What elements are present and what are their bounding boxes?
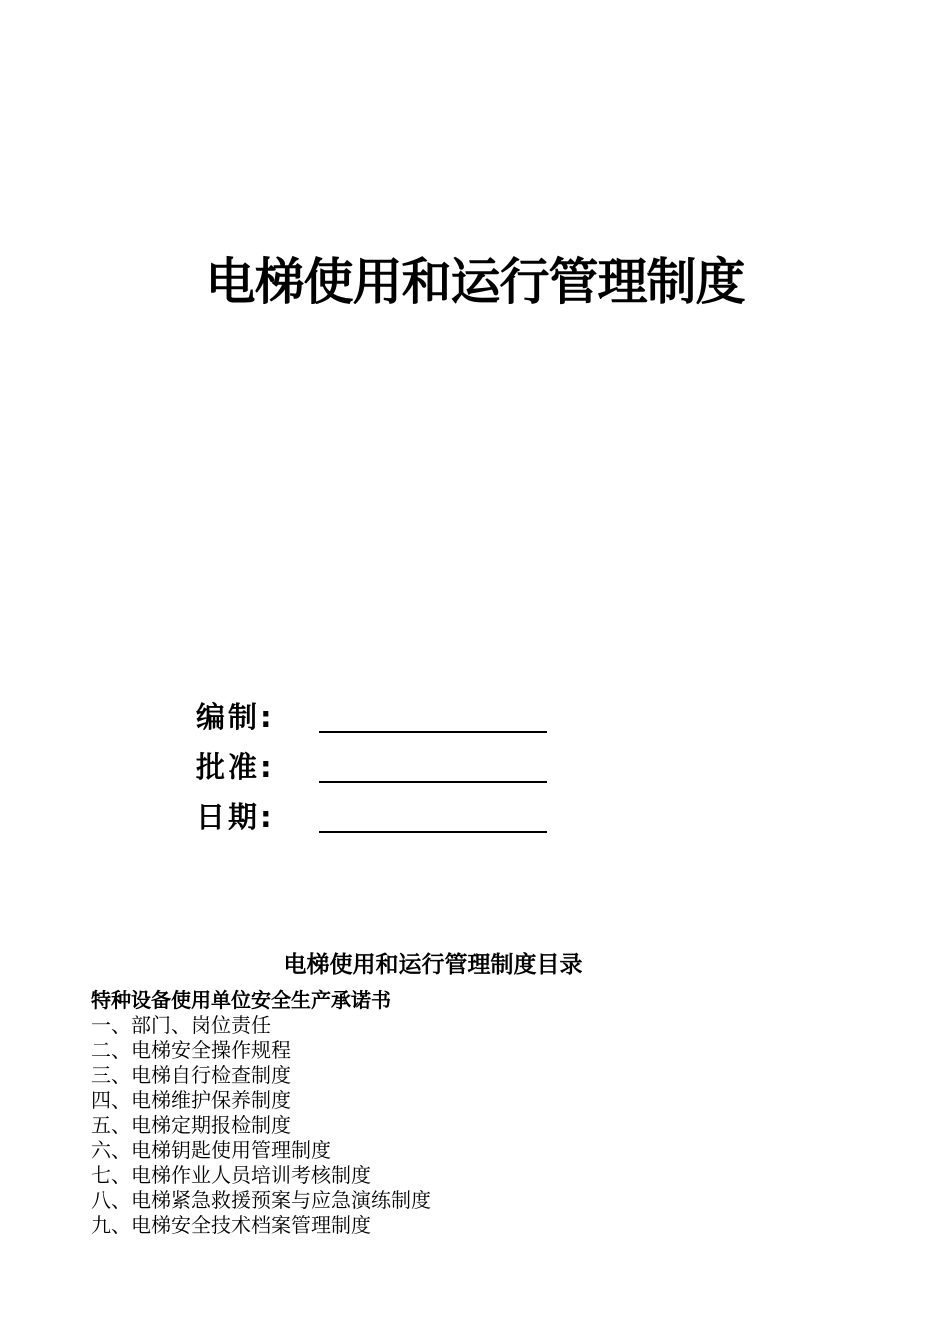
- signoff-date-row: [196, 797, 556, 837]
- signoff-compiled-row: [196, 697, 556, 737]
- date-signature-line: [319, 831, 547, 833]
- toc-list: [91, 988, 791, 1238]
- toc-item: 二、电梯安全操作规程: [91, 1038, 291, 1062]
- document-title: 电梯使用和运行管理制度: [205, 253, 745, 311]
- approved-label: 批准:: [196, 750, 275, 784]
- date-label: 日期:: [196, 800, 275, 834]
- toc-item: 九、电梯安全技术档案管理制度: [91, 1213, 371, 1237]
- approved-signature-line: [319, 781, 547, 783]
- toc-item: 三、电梯自行检查制度: [91, 1063, 291, 1087]
- toc-heading: 电梯使用和运行管理制度目录: [283, 952, 583, 978]
- toc-item: 八、电梯紧急救援预案与应急演练制度: [91, 1188, 431, 1212]
- toc-item: 一、部门、岗位责任: [91, 1013, 271, 1037]
- toc-item: 五、电梯定期报检制度: [91, 1113, 291, 1137]
- toc-item: 四、电梯维护保养制度: [91, 1088, 291, 1112]
- toc-item: 六、电梯钥匙使用管理制度: [91, 1138, 331, 1162]
- toc-item: 七、电梯作业人员培训考核制度: [91, 1163, 371, 1187]
- compiled-signature-line: [319, 731, 547, 733]
- signoff-approved-row: [196, 747, 556, 787]
- toc-item: 特种设备使用单位安全生产承诺书: [91, 988, 391, 1012]
- compiled-label: 编制:: [196, 700, 275, 734]
